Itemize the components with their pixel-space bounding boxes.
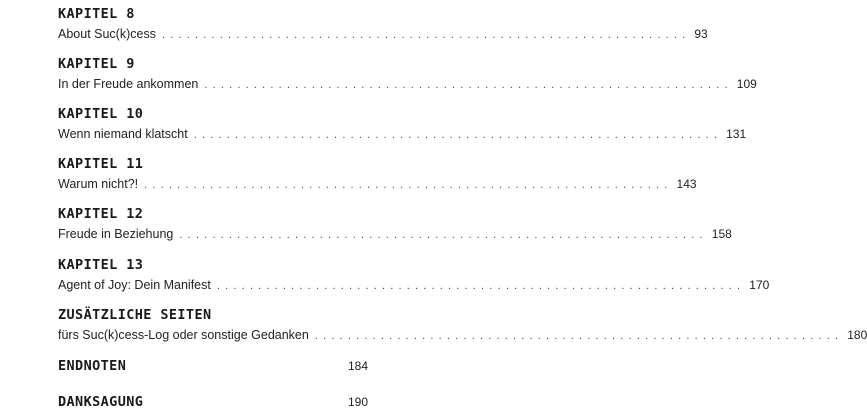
chapter-subtitle: Agent of Joy: Dein Manifest: [58, 278, 211, 292]
toc-line: [58, 394, 368, 410]
toc-entry-kapitel-11: [58, 156, 697, 193]
chapter-subtitle: In der Freude ankommen: [58, 77, 199, 91]
toc-entry-zusaetzliche-seiten: [58, 307, 867, 344]
toc-entry-danksagung: [58, 394, 368, 410]
chapter-heading: KAPITEL 9: [58, 56, 135, 72]
toc-line: [58, 76, 757, 93]
toc-entry-endnoten: [58, 358, 368, 374]
chapter-subtitle: Freude in Beziehung: [58, 227, 174, 241]
page-number: 170: [749, 278, 770, 292]
dot-leader: ................................................................: [161, 29, 691, 41]
dot-leader: ................................................................: [314, 330, 844, 342]
toc-line: [58, 226, 732, 243]
chapter-heading: KAPITEL 13: [58, 257, 144, 273]
toc-entry-kapitel-13: [58, 257, 770, 294]
page-number: 158: [711, 227, 732, 241]
chapter-heading: KAPITEL 10: [58, 106, 144, 122]
toc-line: [58, 277, 770, 294]
page-number: 184: [347, 359, 368, 373]
page-number: 109: [736, 77, 757, 91]
chapter-subtitle: About Suc(k)cess: [58, 27, 156, 41]
page-number: 180: [847, 328, 867, 342]
toc-line: [58, 126, 747, 143]
page-number: 143: [676, 177, 697, 191]
toc-line: [58, 26, 708, 43]
dot-leader: ................................................................: [193, 129, 723, 141]
page-number: 131: [726, 127, 747, 141]
page-number: 93: [694, 27, 708, 41]
chapter-heading: ZUSÄTZLICHE SEITEN: [58, 307, 212, 323]
chapter-subtitle: Wenn niemand klatscht: [58, 127, 188, 141]
dot-leader: ................................................................: [204, 79, 733, 91]
chapter-subtitle: Warum nicht?!: [58, 177, 139, 191]
chapter-heading: KAPITEL 12: [58, 206, 144, 222]
toc-entry-kapitel-12: [58, 206, 732, 243]
toc-line: [58, 358, 368, 374]
chapter-subtitle: fürs Suc(k)cess-Log oder sonstige Gedanken: [58, 328, 309, 342]
chapter-heading: ENDNOTEN: [58, 358, 127, 374]
chapter-heading: KAPITEL 8: [58, 6, 135, 22]
toc-entry-kapitel-10: [58, 106, 747, 143]
chapter-heading: DANKSAGUNG: [58, 394, 144, 410]
toc-entry-kapitel-8: [58, 6, 708, 43]
dot-leader: ................................................................: [179, 229, 708, 241]
toc-line: [58, 176, 697, 193]
chapter-heading: KAPITEL 11: [58, 156, 144, 172]
toc-entry-kapitel-9: [58, 56, 757, 93]
page-number: 190: [347, 395, 368, 409]
dot-leader: ................................................................: [216, 280, 746, 292]
dot-leader: ................................................................: [144, 179, 673, 191]
toc-line: [58, 327, 867, 344]
